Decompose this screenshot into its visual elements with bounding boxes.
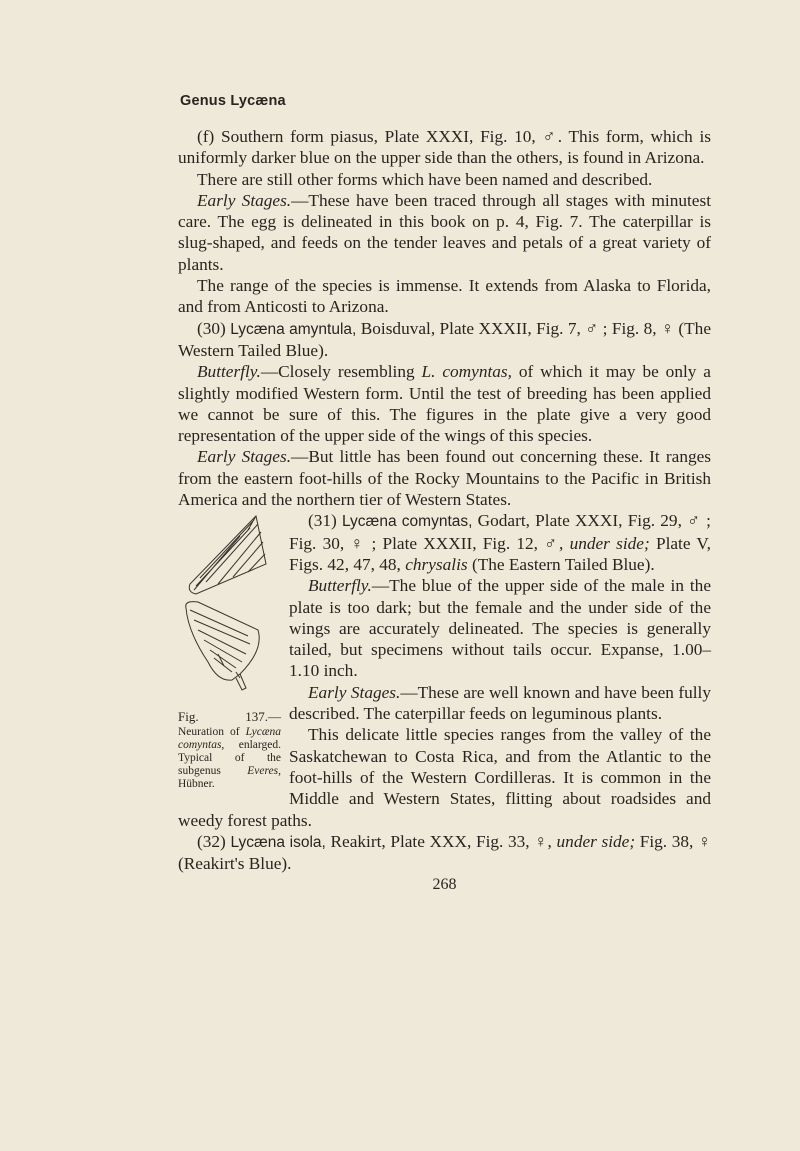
paragraph-other-forms: There are still other forms which have been named and described. xyxy=(197,169,653,189)
running-header: Genus Lycæna xyxy=(180,93,286,109)
species-name: Lycæna comyntas, xyxy=(342,513,473,531)
paragraph-early-stages-30: Early Stages.—But little has been found out concerning these. It ranges from the eastern foot-hills of the Rocky Mountains to the Pacific in British America and the northern tier of Western States. xyxy=(178,447,712,510)
section-label: Butterfly. xyxy=(308,576,372,596)
wing-neuration-drawing-icon xyxy=(178,512,270,708)
paragraph-species-30: (30) Lycæna amyntula, Boisduval, Plate XXXII, Fig. 7, ♂ ; Fig. 8, ♀ (The Western Tailed Blue). xyxy=(178,318,711,360)
paragraph-range: The range of the species is immense. It extends from Alaska to Florida, and from Anticosti to Arizona. xyxy=(178,276,711,317)
paragraph-text: —These have been traced through all stages with minutest care. The egg is delineated in this book on p. 4, Fig. 7. The caterpillar is slug-shaped, and feeds on the tender leaves and petals of a great variety of plants. xyxy=(178,190,711,274)
section-label: Early Stages. xyxy=(197,447,292,467)
species-name: Lycæna amyntula, xyxy=(230,320,357,338)
paragraph-species-31: (31) Lycæna comyntas, Godart, Plate XXXI, Fig. 29, ♂ ; Fig. 30, ♀ ; Plate XXXII, Fig. 12, ♂, under side; Plate V, Figs. 42, 47, 48, chrysalis (The Eastern Tailed Blue). xyxy=(289,511,711,574)
page-number: 268 xyxy=(432,876,457,894)
paragraph-range-31: This delicate little species ranges from the valley of the Saskatchewan to Costa Rica, and from the Atlantic to the foot-hills of the Western Cordilleras. It is common in the Middle and Western States, flitting about roadsides and weedy forest paths. xyxy=(178,725,711,830)
paragraph-early-stages-1 xyxy=(178,190,711,275)
paragraph-butterfly-30: Butterfly.—Closely resembling L. comyntas, of which it may be only a slightly modified Western form. Until the test of breeding has been applied we cannot be sure of this. The figures in the plate give a very good representation of the upper side of the wings of this species. xyxy=(178,362,711,446)
paragraph-piasus: (f) Southern form piasus, Plate XXXI, Fig. 10, ♂. This form, which is uniformly darker blue on the upper side than the others, is found in Arizona. xyxy=(178,127,711,168)
species-name: Lycæna isola, xyxy=(230,833,326,851)
figure-caption: Fig. 137.— Neuration of Lycæna comyntas, enlarged. Typical of the subgenus Everes, Hübner. xyxy=(178,709,281,791)
paragraph-species-32: (32) Lycæna isola, Reakirt, Plate XXX, Fig. 33, ♀, under side; Fig. 38, ♀ (Reakirt's Blue). xyxy=(178,831,711,874)
section-label: Butterfly. xyxy=(197,362,261,382)
section-label: Early Stages. xyxy=(197,190,292,210)
section-label: Early Stages. xyxy=(308,682,401,702)
neuration-figure xyxy=(178,512,281,791)
paragraph-early-stages-31: Early Stages.—These are well known and have been fully described. The caterpillar feeds on leguminous plants. xyxy=(289,682,712,724)
paragraph-butterfly-31: Butterfly.—The blue of the upper side of the male in the plate is too dark; but the female and the under side of the wings are accurately delineated. The species is generally tailed, but specimens without tails occur. Expanse, 1.00–1.10 inch. xyxy=(289,576,711,681)
page-body xyxy=(178,126,711,896)
